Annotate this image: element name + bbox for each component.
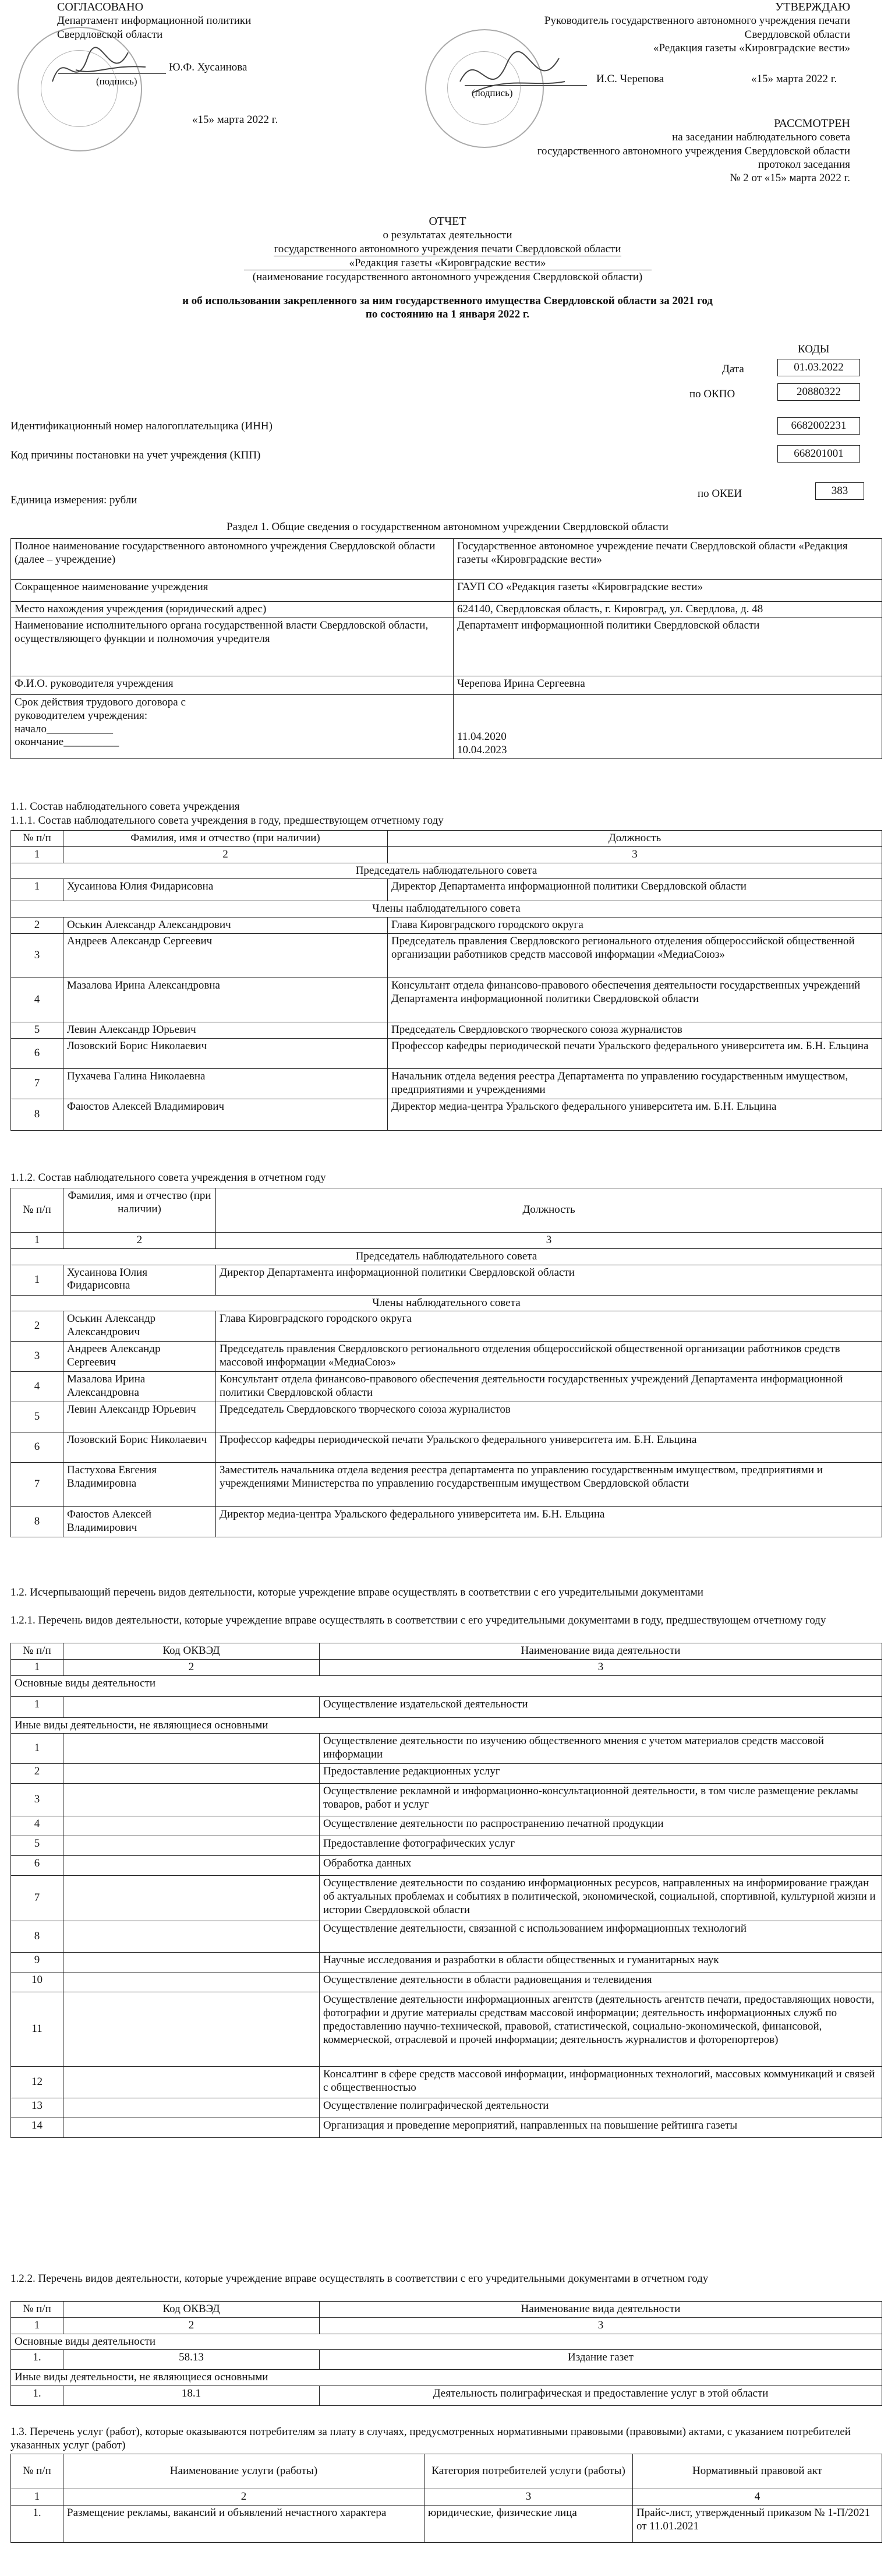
okpo-value: 20880322 xyxy=(777,383,860,401)
table-row xyxy=(11,1402,882,1432)
table-section-row xyxy=(11,2334,882,2350)
section1-table xyxy=(10,538,882,759)
row-number: 1. xyxy=(11,2505,63,2542)
service-name: Размещение рекламы, вакансий и объявлений нечастного характера xyxy=(63,2505,424,2542)
approval-right-date: «15» марта 2022 г. xyxy=(751,73,837,85)
member-position: Председатель Свердловского творческого союза журналистов xyxy=(216,1402,882,1432)
row-number: 3 xyxy=(11,933,63,978)
section1-value: Черепова Ирина Сергеевна xyxy=(454,676,882,695)
member-position: Директор Департамента информационной политики Свердловской области xyxy=(388,879,882,901)
s112-subtitle: 1.1.2. Состав наблюдательного совета учреждения в отчетном году xyxy=(10,1171,326,1184)
row-number: 8 xyxy=(11,1921,63,1953)
table-section-row xyxy=(11,1675,882,1696)
row-number: 6 xyxy=(11,1856,63,1876)
col-num: 2 xyxy=(63,2489,424,2506)
okved-code xyxy=(63,1992,320,2067)
activity-name: Научные исследования и разработки в области общественных и гуманитарных наук xyxy=(320,1953,882,1972)
section1-key: Ф.И.О. руководителя учреждения xyxy=(11,676,454,695)
table-num-row xyxy=(11,1659,882,1675)
table-row xyxy=(11,1784,882,1816)
row-number: 8 xyxy=(11,1507,63,1537)
signature-left xyxy=(41,35,157,105)
table-row xyxy=(11,1856,882,1876)
table-num-row xyxy=(11,2489,882,2506)
col-num: 2 xyxy=(63,2317,320,2334)
contract-end-label: окончание__________ xyxy=(15,736,119,749)
contract-dates-cell xyxy=(454,695,882,759)
table-header-row xyxy=(11,1188,882,1233)
s12-title: 1.2. Исчерпывающий перечень видов деятельности, которые учреждение вправе осуществлять в соответствии с его учредительными документами xyxy=(10,1586,703,1598)
chair-label: Председатель наблюдательного совета xyxy=(11,863,882,879)
date-label: Дата xyxy=(722,363,744,375)
activity-name: Обработка данных xyxy=(320,1856,882,1876)
approval-right-line3: «Редакция газеты «Кировградские вести» xyxy=(653,41,850,54)
table-row xyxy=(11,2067,882,2098)
approval-left-line2: Свердловской области xyxy=(57,28,163,41)
report-title-4: «Редакция газеты «Кировградские вести» xyxy=(349,256,546,269)
col-num: 2 xyxy=(63,846,388,863)
member-position: Профессор кафедры периодической печати Уральского федерального университета им. Б.Н. Ельцина xyxy=(388,1038,882,1068)
activity-name: Осуществление деятельности по изучению общественного мнения с учетом материалов средств массовой информации xyxy=(320,1734,882,1764)
reviewed-line1: на заседании наблюдательного совета xyxy=(672,131,850,144)
col-num: 3 xyxy=(216,1233,882,1249)
table-row xyxy=(11,1507,882,1537)
table-header-row xyxy=(11,831,882,847)
s122-subtitle: 1.2.2. Перечень видов деятельности, которые учреждение вправе осуществлять в соответствии с его учредительными документами в отчетном году xyxy=(10,2272,709,2285)
activity-name: Осуществление полиграфической деятельности xyxy=(320,2098,882,2118)
table-section-row xyxy=(11,863,882,879)
reviewed-line2: государственного автономного учреждения Свердловской области xyxy=(537,144,850,157)
table-row xyxy=(11,1876,882,1921)
member-position: Директор медиа-центра Уральского федерального университета им. Б.Н. Ельцина xyxy=(216,1507,882,1537)
report-title-3: государственного автономного учреждения печати Свердловской области xyxy=(274,242,621,256)
inn-label: Идентификационный номер налогоплательщика (ИНН) xyxy=(10,420,273,432)
other-activities-label: Иные виды деятельности, не являющиеся основными xyxy=(11,1717,882,1734)
table-row xyxy=(11,879,882,901)
table-header-row xyxy=(11,1643,882,1660)
date-value: 01.03.2022 xyxy=(777,359,860,376)
table-header-row xyxy=(11,2454,882,2489)
col-num: 4 xyxy=(633,2489,882,2506)
activity-name: Осуществление деятельности информационных агентств (деятельность агентств печати, предоставляющих новости, фотографии и другие материалы средствам массовой информации; деятельность информационных служб по предоставлению научно-технической, правовой, статистической, социально-экономической, финансовой, коммерческой, отраслевой и прочей информации; деятельность журналистов и фоторепортеров) xyxy=(320,1992,882,2067)
table-row xyxy=(11,933,882,978)
table-row xyxy=(11,1764,882,1784)
row-number: 1. xyxy=(11,2386,63,2406)
table-row xyxy=(11,1311,882,1342)
approval-right-line1: Руководитель государственного автономного учреждения печати xyxy=(544,15,850,27)
col-num: 1 xyxy=(11,846,63,863)
okved-code xyxy=(63,1856,320,1876)
section1-value: Государственное автономное учреждение печати Свердловской области «Редакция газеты «Кировградские вести» xyxy=(454,539,882,580)
activity-name: Предоставление редакционных услуг xyxy=(320,1764,882,1784)
table-row xyxy=(11,602,882,618)
row-number: 7 xyxy=(11,1068,63,1099)
row-number: 1. xyxy=(11,2350,63,2370)
row-number: 1 xyxy=(11,1734,63,1764)
member-name: Фаюстов Алексей Владимирович xyxy=(63,1099,388,1130)
table-row xyxy=(11,2505,882,2542)
table-row xyxy=(11,1953,882,1972)
row-number: 12 xyxy=(11,2067,63,2098)
member-name: Мазалова Ирина Александровна xyxy=(63,978,388,1022)
col-num: 1 xyxy=(11,2317,63,2334)
table-row xyxy=(11,2386,882,2406)
table-row xyxy=(11,2350,882,2370)
row-number: 14 xyxy=(11,2118,63,2138)
report-title-1: ОТЧЕТ xyxy=(429,215,466,228)
table-row xyxy=(11,1972,882,1992)
table-row xyxy=(11,978,882,1022)
col-num: 1 xyxy=(11,1233,63,1249)
member-position: Консультант отдела финансово-правового обеспечения деятельности государственных учреждений Департамента информационной политики Свердловской области xyxy=(216,1372,882,1402)
main-activities-label: Основные виды деятельности xyxy=(11,1675,882,1696)
s111-subtitle: 1.1.1. Состав наблюдательного совета учреждения в году, предшествующем отчетному году xyxy=(10,814,444,827)
signature-right xyxy=(448,41,576,111)
table-row xyxy=(11,1696,882,1717)
activity-name: Осуществление рекламной и информационно-консультационной деятельности, в том числе размещение рекламы товаров, работ и услуг xyxy=(320,1784,882,1816)
row-number: 2 xyxy=(11,1311,63,1342)
table-section-row xyxy=(11,1717,882,1734)
table-row xyxy=(11,1038,882,1068)
activity-name: Осуществление деятельности, связанной с использованием информационных технологий xyxy=(320,1921,882,1953)
table-num-row xyxy=(11,846,882,863)
row-number: 8 xyxy=(11,1099,63,1130)
member-name: Лозовский Борис Николаевич xyxy=(63,1432,216,1463)
okved-code xyxy=(63,2098,320,2118)
row-number: 6 xyxy=(11,1038,63,1068)
col-header: Наименование услуги (работы) xyxy=(63,2454,424,2489)
member-position: Консультант отдела финансово-правового обеспечения деятельности государственных учреждений Департамента информационной политики Свердловской области xyxy=(388,978,882,1022)
table-row xyxy=(11,1463,882,1507)
main-activities-label: Основные виды деятельности xyxy=(11,2334,882,2350)
member-name: Левин Александр Юрьевич xyxy=(63,1402,216,1432)
section1-value: 624140, Свердловская область, г. Кировград, ул. Свердлова, д. 48 xyxy=(454,602,882,618)
okved-code xyxy=(63,2067,320,2098)
col-header: Фамилия, имя и отчество (при наличии) xyxy=(63,831,388,847)
table-row xyxy=(11,676,882,695)
table-section-row xyxy=(11,901,882,918)
members-label: Члены наблюдательного совета xyxy=(11,901,882,918)
row-number: 6 xyxy=(11,1432,63,1463)
row-number: 4 xyxy=(11,1372,63,1402)
table-row xyxy=(11,2118,882,2138)
reviewed-line3: протокол заседания xyxy=(758,158,850,171)
approval-left-sig-caption: (подпись) xyxy=(96,76,137,87)
okved-code xyxy=(63,1921,320,1953)
okved-code xyxy=(63,1953,320,1972)
table-row xyxy=(11,1432,882,1463)
row-number: 9 xyxy=(11,1953,63,1972)
col-num: 2 xyxy=(63,1233,216,1249)
table-row xyxy=(11,1816,882,1836)
table-row xyxy=(11,1099,882,1130)
activity-name: Деятельность полиграфическая и предоставление услуг в этой области xyxy=(320,2386,882,2406)
okved-code xyxy=(63,1784,320,1816)
activity-name: Предоставление фотографических услуг xyxy=(320,1836,882,1856)
approval-right-sig-caption: (подпись) xyxy=(472,87,513,98)
section1-key: Место нахождения учреждения (юридический адрес) xyxy=(11,602,454,618)
legal-act: Прайс-лист, утвержденный приказом № 1-П/2021 от 11.01.2021 xyxy=(633,2505,882,2542)
col-num: 3 xyxy=(320,1659,882,1675)
activities-current-year-table xyxy=(10,2301,882,2406)
row-number: 10 xyxy=(11,1972,63,1992)
contract-end-value: 10.04.2023 xyxy=(457,744,507,757)
row-number: 4 xyxy=(11,1816,63,1836)
table-row xyxy=(11,695,882,759)
member-position: Директор медиа-центра Уральского федерального университета им. Б.Н. Ельцина xyxy=(388,1099,882,1130)
member-name: Оськин Александр Александрович xyxy=(63,918,388,934)
chair-label: Председатель наблюдательного совета xyxy=(11,1248,882,1265)
section1-key: Полное наименование государственного автономного учреждения Свердловской области (далее – учреждение) xyxy=(11,539,454,580)
table-row xyxy=(11,1836,882,1856)
row-number: 1 xyxy=(11,879,63,901)
table-section-row xyxy=(11,1295,882,1311)
row-number: 11 xyxy=(11,1992,63,2067)
contract-start-label: начало____________ xyxy=(15,722,113,735)
member-position: Председатель правления Свердловского регионального отделения общероссийской общественной организации работников средств массовой информации «МедиаСоюз» xyxy=(388,933,882,978)
member-name: Мазалова Ирина Александровна xyxy=(63,1372,216,1402)
okved-code: 18.1 xyxy=(63,2386,320,2406)
activities-prev-year-table xyxy=(10,1643,882,2138)
table-num-row xyxy=(11,2317,882,2334)
col-header: Наименование вида деятельности xyxy=(320,1643,882,1660)
approval-right-signer: И.С. Черепова xyxy=(596,73,664,85)
activity-name: Осуществление деятельности по созданию информационных ресурсов, направленных на информирование граждан об актуальных проблемах и событиях в политической, экономической, социальной, спортивной, культурной жизни и истории Свердловской области xyxy=(320,1876,882,1921)
activity-name: Консалтинг в сфере средств массовой информации, информационных технологий, массовых коммуникаций и связей с общественностью xyxy=(320,2067,882,2098)
okpo-label: по ОКПО xyxy=(689,388,735,400)
col-num: 3 xyxy=(424,2489,633,2506)
board-current-year-table xyxy=(10,1188,882,1537)
section1-value: Департамент информационной политики Свердловской области xyxy=(454,618,882,676)
approval-left-line1: Департамент информационной политики xyxy=(57,15,252,27)
okved-code: 58.13 xyxy=(63,2350,320,2370)
okved-code xyxy=(63,1696,320,1717)
okved-code xyxy=(63,1734,320,1764)
okved-code xyxy=(63,1972,320,1992)
row-number: 3 xyxy=(11,1784,63,1816)
members-label: Члены наблюдательного совета xyxy=(11,1295,882,1311)
member-name: Хусаинова Юлия Фидарисовна xyxy=(63,879,388,901)
reviewed-title: РАССМОТРЕН xyxy=(774,117,850,130)
approval-right-title: УТВЕРЖДАЮ xyxy=(775,1,850,13)
row-number: 7 xyxy=(11,1876,63,1921)
table-row xyxy=(11,1992,882,2067)
member-name: Пастухова Евгения Владимировна xyxy=(63,1463,216,1507)
member-name: Андреев Александр Сергеевич xyxy=(63,1342,216,1372)
col-header: № п/п xyxy=(11,2454,63,2489)
col-header: № п/п xyxy=(11,831,63,847)
member-name: Пухачева Галина Николаевна xyxy=(63,1068,388,1099)
okved-code xyxy=(63,2118,320,2138)
col-header: Должность xyxy=(388,831,882,847)
row-number: 1 xyxy=(11,1265,63,1295)
table-num-row xyxy=(11,1233,882,1249)
activity-name: Осуществление деятельности в области радиовещания и телевидения xyxy=(320,1972,882,1992)
table-row xyxy=(11,1342,882,1372)
member-position: Профессор кафедры периодической печати Уральского федерального университета им. Б.Н. Ельцина xyxy=(216,1432,882,1463)
member-name: Фаюстов Алексей Владимирович xyxy=(63,1507,216,1537)
report-title-6: и об использовании закрепленного за ним государственного имущества Свердловской области за 2021 год xyxy=(182,295,713,308)
board-prev-year-table xyxy=(10,830,882,1131)
table-row xyxy=(11,1734,882,1764)
activity-name: Организация и проведение мероприятий, направленных на повышение рейтинга газеты xyxy=(320,2118,882,2138)
kpp-value: 668201001 xyxy=(777,445,860,463)
member-name: Оськин Александр Александрович xyxy=(63,1311,216,1342)
other-activities-label: Иные виды деятельности, не являющиеся основными xyxy=(11,2370,882,2386)
col-header: Наименование вида деятельности xyxy=(320,2302,882,2318)
col-num: 1 xyxy=(11,1659,63,1675)
member-name: Хусаинова Юлия Фидарисовна xyxy=(63,1265,216,1295)
row-number: 4 xyxy=(11,978,63,1022)
col-header: № п/п xyxy=(11,2302,63,2318)
col-num: 3 xyxy=(388,846,882,863)
col-header: Категория потребителей услуги (работы) xyxy=(424,2454,633,2489)
row-number: 5 xyxy=(11,1836,63,1856)
col-header: Должность xyxy=(216,1188,882,1233)
table-header-row xyxy=(11,2302,882,2318)
contract-start-value: 11.04.2020 xyxy=(457,731,507,743)
section1-title: Раздел 1. Общие сведения о государственном автономном учреждении Свердловской области xyxy=(227,521,668,533)
kpp-label: Код причины постановки на учет учреждения (КПП) xyxy=(10,449,261,461)
row-number: 13 xyxy=(11,2098,63,2118)
s121-subtitle: 1.2.1. Перечень видов деятельности, которые учреждение вправе осуществлять в соответствии с его учредительными документами в году, предшествующем отчетному году xyxy=(10,1614,826,1626)
report-title-2: о результатах деятельности xyxy=(383,229,512,242)
okved-code xyxy=(63,1816,320,1836)
member-position: Глава Кировградского городского округа xyxy=(216,1311,882,1342)
contract-label: Срок действия трудового договора с руководителем учреждения: xyxy=(15,696,186,722)
s11-title: 1.1. Состав наблюдательного совета учреждения xyxy=(10,800,240,813)
inn-value: 6682002231 xyxy=(777,417,860,435)
table-row xyxy=(11,1265,882,1295)
member-position: Председатель Свердловского творческого союза журналистов xyxy=(388,1022,882,1038)
col-header: Фамилия, имя и отчество (при наличии) xyxy=(63,1188,216,1233)
section1-key: Наименование исполнительного органа государственной власти Свердловской области, осуществляющего функции и полномочия учредителя xyxy=(11,618,454,676)
approval-left-title: СОГЛАСОВАНО xyxy=(57,1,144,13)
report-title-7: по состоянию на 1 января 2022 г. xyxy=(365,308,530,321)
okved-code xyxy=(63,1876,320,1921)
member-position: Заместитель начальника отдела ведения реестра департамента по управлению государственным имуществом, предприятиями и учреждениями Министерства по управлению государственным имуществом Свердловской области xyxy=(216,1463,882,1507)
activity-name: Издание газет xyxy=(320,2350,882,2370)
row-number: 2 xyxy=(11,1764,63,1784)
table-section-row xyxy=(11,1248,882,1265)
member-position: Председатель правления Свердловского регионального отделения общероссийской общественной организации работников средств массовой информации «МедиаСоюз» xyxy=(216,1342,882,1372)
col-num: 2 xyxy=(63,1659,320,1675)
paid-services-table xyxy=(10,2454,882,2543)
col-header: № п/п xyxy=(11,1188,63,1233)
col-header: Нормативный правовой акт xyxy=(633,2454,882,2489)
codes-header: КОДЫ xyxy=(798,343,830,355)
member-name: Левин Александр Юрьевич xyxy=(63,1022,388,1038)
member-name: Лозовский Борис Николаевич xyxy=(63,1038,388,1068)
col-num: 1 xyxy=(11,2489,63,2506)
approval-left-date: «15» марта 2022 г. xyxy=(192,114,278,126)
reviewed-line4: № 2 от «15» марта 2022 г. xyxy=(730,171,850,184)
row-number: 2 xyxy=(11,918,63,934)
col-num: 3 xyxy=(320,2317,882,2334)
row-number: 5 xyxy=(11,1022,63,1038)
row-number: 5 xyxy=(11,1402,63,1432)
table-row xyxy=(11,1921,882,1953)
table-row xyxy=(11,618,882,676)
row-number: 1 xyxy=(11,1696,63,1717)
activity-name: Осуществление издательской деятельности xyxy=(320,1696,882,1717)
row-number: 3 xyxy=(11,1342,63,1372)
table-row xyxy=(11,539,882,580)
report-title xyxy=(0,214,895,321)
member-position: Директор Департамента информационной политики Свердловской области xyxy=(216,1265,882,1295)
okved-code xyxy=(63,1764,320,1784)
reviewed-block xyxy=(373,117,850,185)
table-row xyxy=(11,1068,882,1099)
contract-cell xyxy=(11,695,454,759)
approval-left-signer: Ю.Ф. Хусаинова xyxy=(169,61,247,73)
okei-label: по ОКЕИ xyxy=(698,488,742,500)
report-title-5: (наименование государственного автономного учреждения Свердловской области) xyxy=(244,270,652,284)
unit-label: Единица измерения: рубли xyxy=(10,494,137,506)
table-row xyxy=(11,1022,882,1038)
col-header: Код ОКВЭД xyxy=(63,1643,320,1660)
activity-name: Осуществление деятельности по распространению печатной продукции xyxy=(320,1816,882,1836)
col-header: Код ОКВЭД xyxy=(63,2302,320,2318)
approval-right-line2: Свердловской области xyxy=(744,28,850,41)
okei-value: 383 xyxy=(815,482,864,500)
table-section-row xyxy=(11,2370,882,2386)
table-row xyxy=(11,2098,882,2118)
s13-title: 1.3. Перечень услуг (работ), которые оказываются потребителям за плату в случаях, предусмотренных нормативными правовыми (правовыми) актами, с указанием потребителей указанных услуг (работ) xyxy=(10,2426,851,2452)
col-header: № п/п xyxy=(11,1643,63,1660)
okved-code xyxy=(63,1836,320,1856)
section1-value: ГАУП СО «Редакция газеты «Кировградские вести» xyxy=(454,580,882,602)
table-row xyxy=(11,918,882,934)
section1-key: Сокращенное наименование учреждения xyxy=(11,580,454,602)
member-position: Глава Кировградского городского округа xyxy=(388,918,882,934)
member-name: Андреев Александр Сергеевич xyxy=(63,933,388,978)
consumer-category: юридические, физические лица xyxy=(424,2505,633,2542)
row-number: 7 xyxy=(11,1463,63,1507)
member-position: Начальник отдела ведения реестра Департамента по управлению государственным имуществом, предприятиями и учреждениями xyxy=(388,1068,882,1099)
table-row xyxy=(11,1372,882,1402)
table-row xyxy=(11,580,882,602)
